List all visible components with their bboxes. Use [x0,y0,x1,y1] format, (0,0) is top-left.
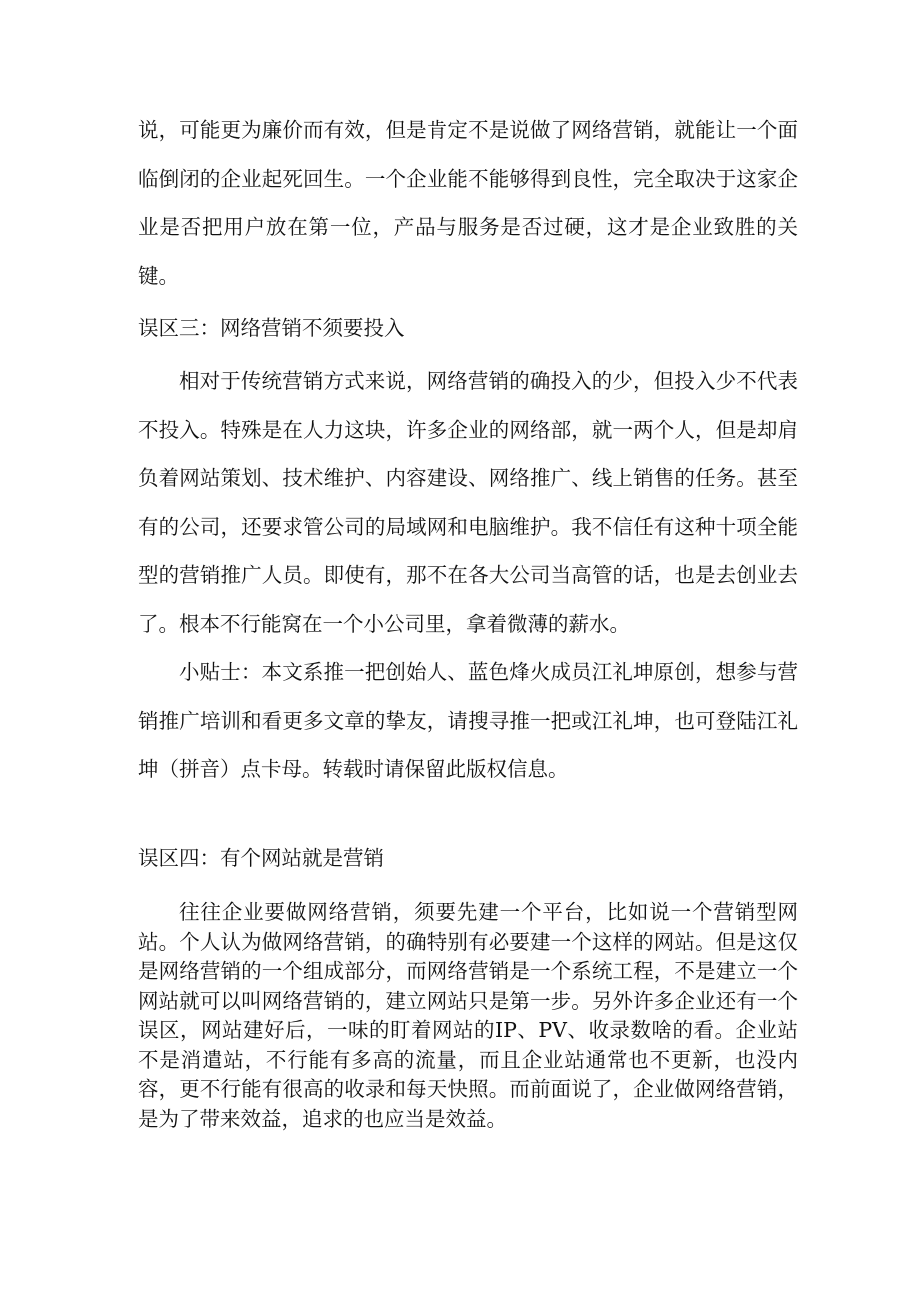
section-heading-4: 误区四：有个网站就是营销 [138,846,384,870]
paragraph-continuation: 说，可能更为廉价而有效，但是肯定不是说做了网络营销，就能让一个面临倒闭的企业起死回生。一个企业能不能够得到良性，完全取决于这家企业是否把用户放在第一位，产品与服务是否过硬，这才是企业致胜的关键。 [138,118,798,288]
paragraph-website: 往往企业要做网络营销，须要先建一个平台，比如说一个营销型网站。个人认为做网络营销，的确特别有必要建一个这样的网站。但是这仅是网络营销的一个组成部分，而网络营销是一个系统工程，不是建立一个网站就可以叫网络营销的，建立网站只是第一步。另外许多企业还有一个误区，网站建好后，一味的盯着网站的IP、PV、收录数啥的看。企业站不是消遣站，不行能有多高的流量，而且企业站通常也不更新，也没内容，更不行能有很高的收录和每天快照。而前面说了，企业做网络营销，是为了带来效益，追求的也应当是效益。 [138,900,798,1131]
paragraph-tip: 小贴士：本文系推一把创始人、蓝色烽火成员江礼坤原创，想参与营销推广培训和看更多文章的挚友，请搜寻推一把或江礼坤，也可登陆江礼坤（拼音）点卡母。转载时请保留此版权信息。 [138,660,798,782]
paragraph-investment: 相对于传统营销方式来说，网络营销的确投入的少，但投入少不代表不投入。特殊是在人力这块，许多企业的网络部，就一两个人，但是却肩负着网站策划、技术维护、内容建设、网络推广、线上销售的任务。甚至有的公司，还要求管公司的局域网和电脑维护。我不信任有这种十项全能型的营销推广人员。即使有，那不在各大公司当高管的话，也是去创业去了。根本不行能窝在一个小公司里，拿着微薄的薪水。 [138,369,798,636]
section-heading-3: 误区三：网络营销不须要投入 [138,316,405,340]
